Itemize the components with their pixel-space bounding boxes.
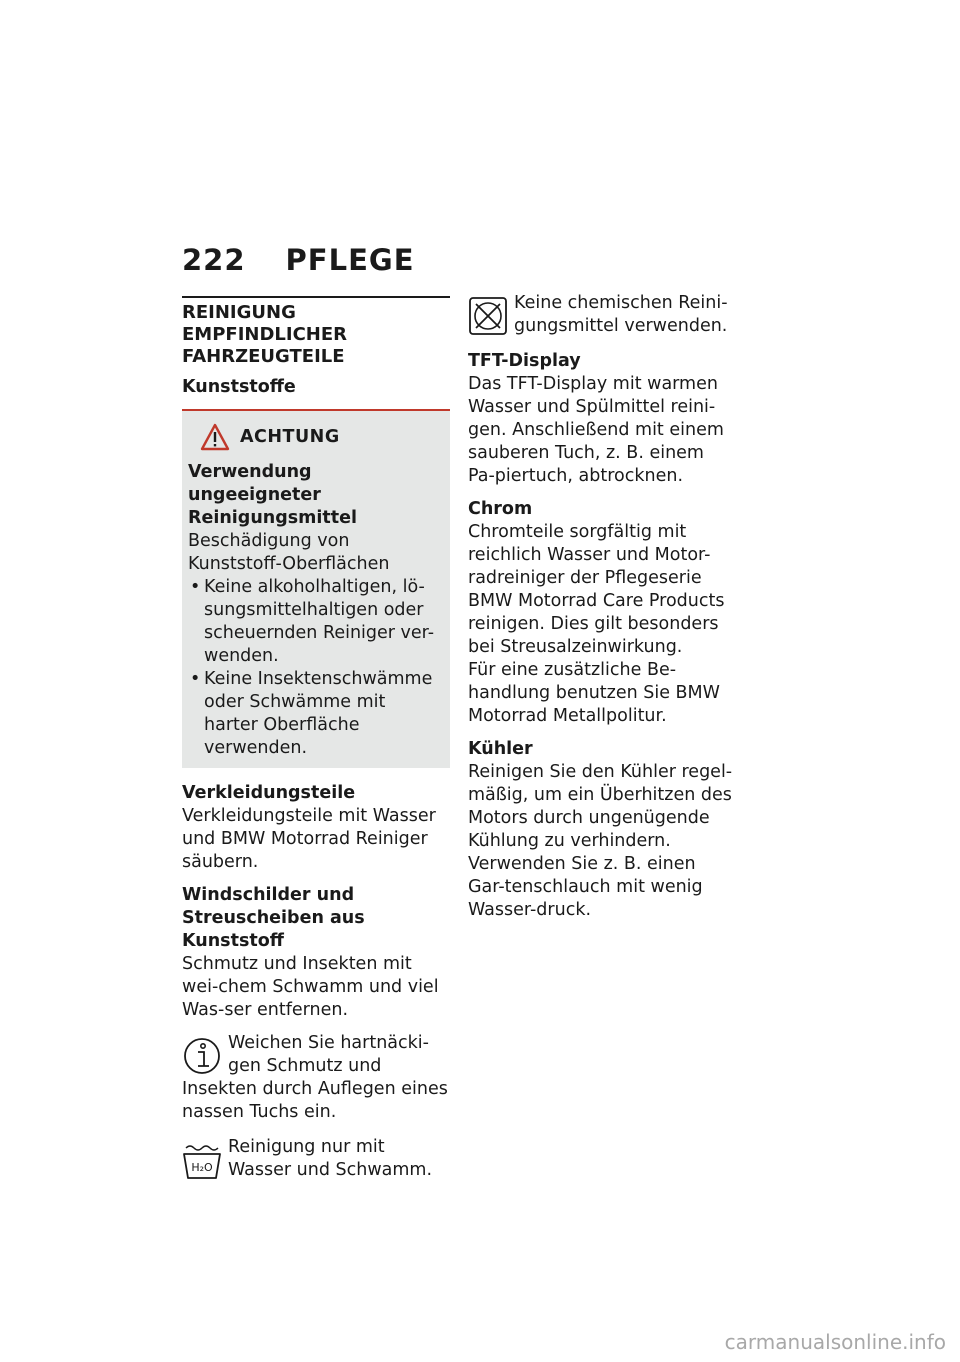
warning-box — [182, 409, 450, 768]
warning-bullet: • Keine alkoholhaltigen, lö-sungsmittelhaltigen oder scheuernden Reiniger ver-wenden. — [188, 576, 442, 668]
warning-header — [188, 423, 442, 451]
kuehler-text: Reinigen Sie den Kühler regel-mäßig, um ein Überhitzen des Motors durch ungenügende Kühlung zu verhindern. — [468, 762, 733, 851]
tft-text: Das TFT-Display mit warmen Wasser und Spülmittel reini-gen. Anschließend mit einem sauberen Tuch, z. B. einem Pa-piertuch, abtrocknen. — [468, 374, 724, 486]
watermark: carmanualsonline.info — [724, 1330, 946, 1354]
info-note — [182, 1032, 450, 1124]
verkleidung-text: Verkleidungsteile mit Wasser und BMW Motorrad Reiniger säubern. — [182, 806, 436, 872]
warning-triangle-icon — [200, 423, 230, 451]
chrom-text: Chromteile sorgfältig mit reichlich Wasser und Motor-radreiniger der Pflegeserie BMW Motorrad Care Products reinigen. Dies gilt besonders bei Streusalzeinwirkung. — [468, 522, 725, 657]
section-title: REINIGUNG EMPFINDLICHER FAHRZEUGTEILE — [182, 296, 450, 368]
info-note-text: Weichen Sie hartnäcki-gen Schmutz und Insekten durch Auflegen eines nassen Tuchs ein. — [182, 1033, 448, 1122]
tft-heading: TFT-Display — [468, 351, 581, 371]
warning-title: Verwendung ungeeigneter Reinigungsmittel — [188, 462, 358, 528]
verkleidung-heading: Verkleidungsteile — [182, 783, 356, 803]
warning-consequence: Beschädigung von Kunststoff-Oberflächen — [188, 531, 390, 574]
info-icon — [182, 1036, 222, 1076]
chrom-text-2: Für eine zusätzliche Be-handlung benutzen Sie BMW Motorrad Metallpolitur. — [468, 660, 720, 726]
water-only-icon — [182, 1140, 222, 1180]
no-chemicals-icon — [468, 296, 508, 336]
left-column — [182, 296, 450, 1194]
page-header — [182, 243, 415, 277]
warning-label: ACHTUNG — [240, 426, 340, 447]
page-number: 222 — [182, 243, 246, 277]
windschilder-text: Schmutz und Insekten mit wei-chem Schwamm und viel Was-ser entfernen. — [182, 954, 439, 1020]
warning-bullet: • Keine Insektenschwämme oder Schwämme mit harter Oberfläche verwenden. — [188, 668, 442, 760]
kuehler-heading: Kühler — [468, 739, 533, 759]
water-icon-label: H₂O — [191, 1161, 213, 1174]
chrom-heading: Chrom — [468, 499, 533, 519]
right-column — [468, 290, 736, 932]
chapter-title: PFLEGE — [285, 243, 415, 277]
no-chemicals-text: Keine chemischen Reini-gungsmittel verwenden. — [514, 293, 728, 336]
kuehler-text-2: Verwenden Sie z. B. einen Gar-tenschlauch mit wenig Wasser-druck. — [468, 854, 703, 920]
kunststoffe-heading: Kunststoffe — [182, 377, 296, 397]
warning-list — [188, 576, 442, 760]
water-note — [182, 1136, 450, 1182]
windschilder-heading: Windschilder und Streuscheiben aus Kunststoff — [182, 885, 365, 951]
water-note-text: Reinigung nur mit Wasser und Schwamm. — [228, 1137, 433, 1180]
no-chemicals-note — [468, 292, 736, 338]
